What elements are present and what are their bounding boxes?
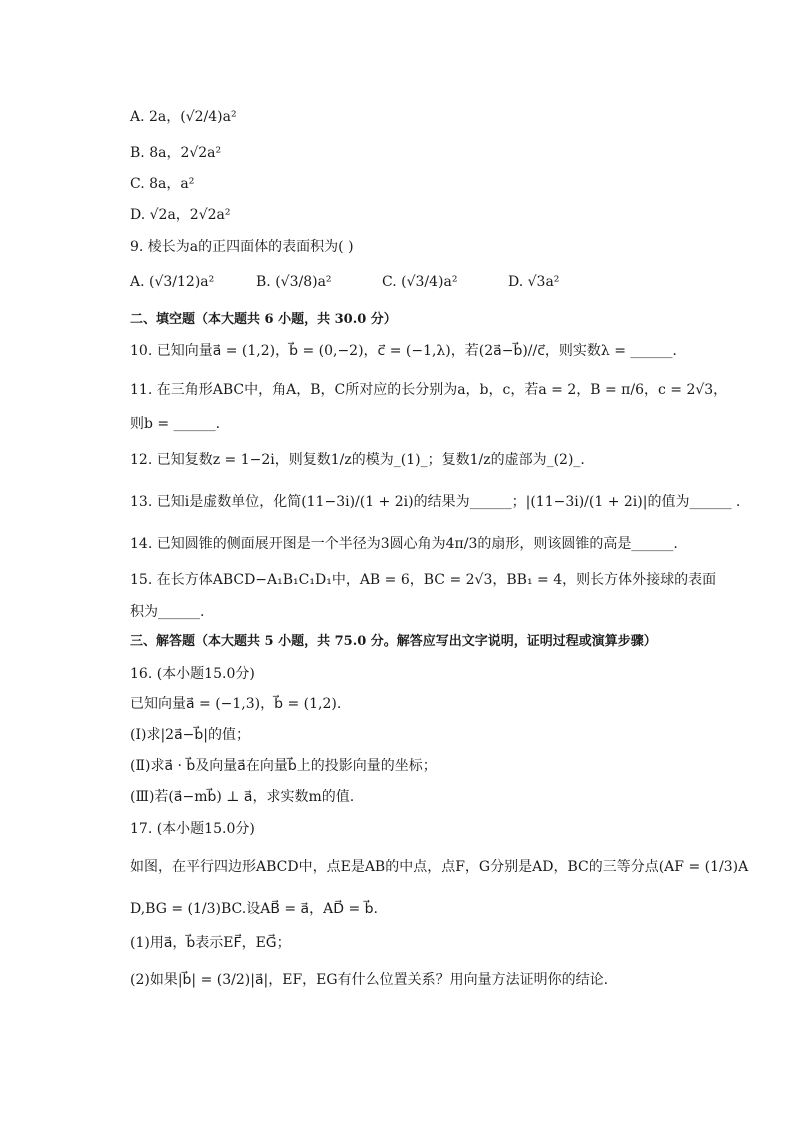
q14: 14. 已知圆锥的侧面展开图是一个半径为3圆心角为4π/3的扇形，则该圆锥的高是______.	[130, 536, 678, 552]
q17-header: 17. (本小题15.0分)	[130, 821, 255, 837]
q16-part1: (Ⅰ)求|2a⃗−b⃗|的值；	[130, 727, 250, 743]
q17-line1: 如图，在平行四边形ABCD中，点E是AB的中点，点F，G分别是AD，BC的三等分点(AF = (1/3)A	[130, 859, 749, 875]
q17-line2: D,BG = (1/3)BC.设AB⃗ = a⃗，AD⃗ = b⃗.	[130, 901, 378, 917]
q9-option-b: B. (√3/8)a²	[256, 274, 332, 290]
q9-stem: 9. 棱长为a的正四面体的表面积为( )	[130, 239, 354, 255]
q8-option-d: D. √2a，2√2a²	[130, 207, 231, 223]
q8-option-a: A. 2a，(√2/4)a²	[130, 109, 237, 125]
q13: 13. 已知i是虚数单位，化简(11−3i)/(1 + 2i)的结果为______；|(11−3i)/(1 + 2i)|的值为______ .	[130, 494, 741, 510]
q16-header: 16. (本小题15.0分)	[130, 666, 255, 682]
q8-option-c: C. 8a，a²	[130, 176, 195, 192]
q11-line2: 则b = ______.	[130, 416, 221, 432]
q8-option-b: B. 8a，2√2a²	[130, 145, 222, 161]
q15-line1: 15. 在长方体ABCD−A₁B₁C₁D₁中，AB = 6，BC = 2√3，BB₁ = 4，则长方体外接球的表面	[130, 572, 717, 588]
q11-line1: 11. 在三角形ABC中，角A，B，C所对应的长分别为a，b，c，若a = 2，B = π/6，c = 2√3，	[130, 382, 728, 398]
q16-stem: 已知向量a⃗ = (−1,3)，b⃗ = (1,2).	[130, 696, 342, 712]
q17-part2: (2)如果|b⃗| = (3/2)|a⃗|，EF，EG有什么位置关系？用向量方法证明你的结论.	[130, 972, 609, 988]
section2-heading: 二、填空题（本大题共 6 小题，共 30.0 分）	[130, 312, 397, 327]
q9-option-d: D. √3a²	[508, 274, 560, 290]
q15-line2: 积为______.	[130, 604, 205, 620]
q16-part2: (Ⅱ)求a⃗ · b⃗及向量a⃗在向量b⃗上的投影向量的坐标；	[130, 758, 437, 774]
q17-part1: (1)用a⃗，b⃗表示EF⃗，EG⃗；	[130, 935, 291, 951]
q9-option-c: C. (√3/4)a²	[382, 274, 458, 290]
section3-heading: 三、解答题（本大题共 5 小题，共 75.0 分。解答应写出文字说明，证明过程或演算步骤）	[130, 634, 657, 649]
q9-option-a: A. (√3/12)a²	[130, 274, 215, 290]
q10: 10. 已知向量a⃗ = (1,2)，b⃗ = (0,−2)，c⃗ = (−1,λ)，若(2a⃗−b⃗)//c⃗，则实数λ = ______.	[130, 343, 677, 359]
q16-part3: (Ⅲ)若(a⃗−mb⃗) ⊥ a⃗，求实数m的值.	[130, 789, 355, 805]
q12: 12. 已知复数z = 1−2i，则复数1/z的模为_(1)_；复数1/z的虚部为_(2)_.	[130, 452, 585, 468]
